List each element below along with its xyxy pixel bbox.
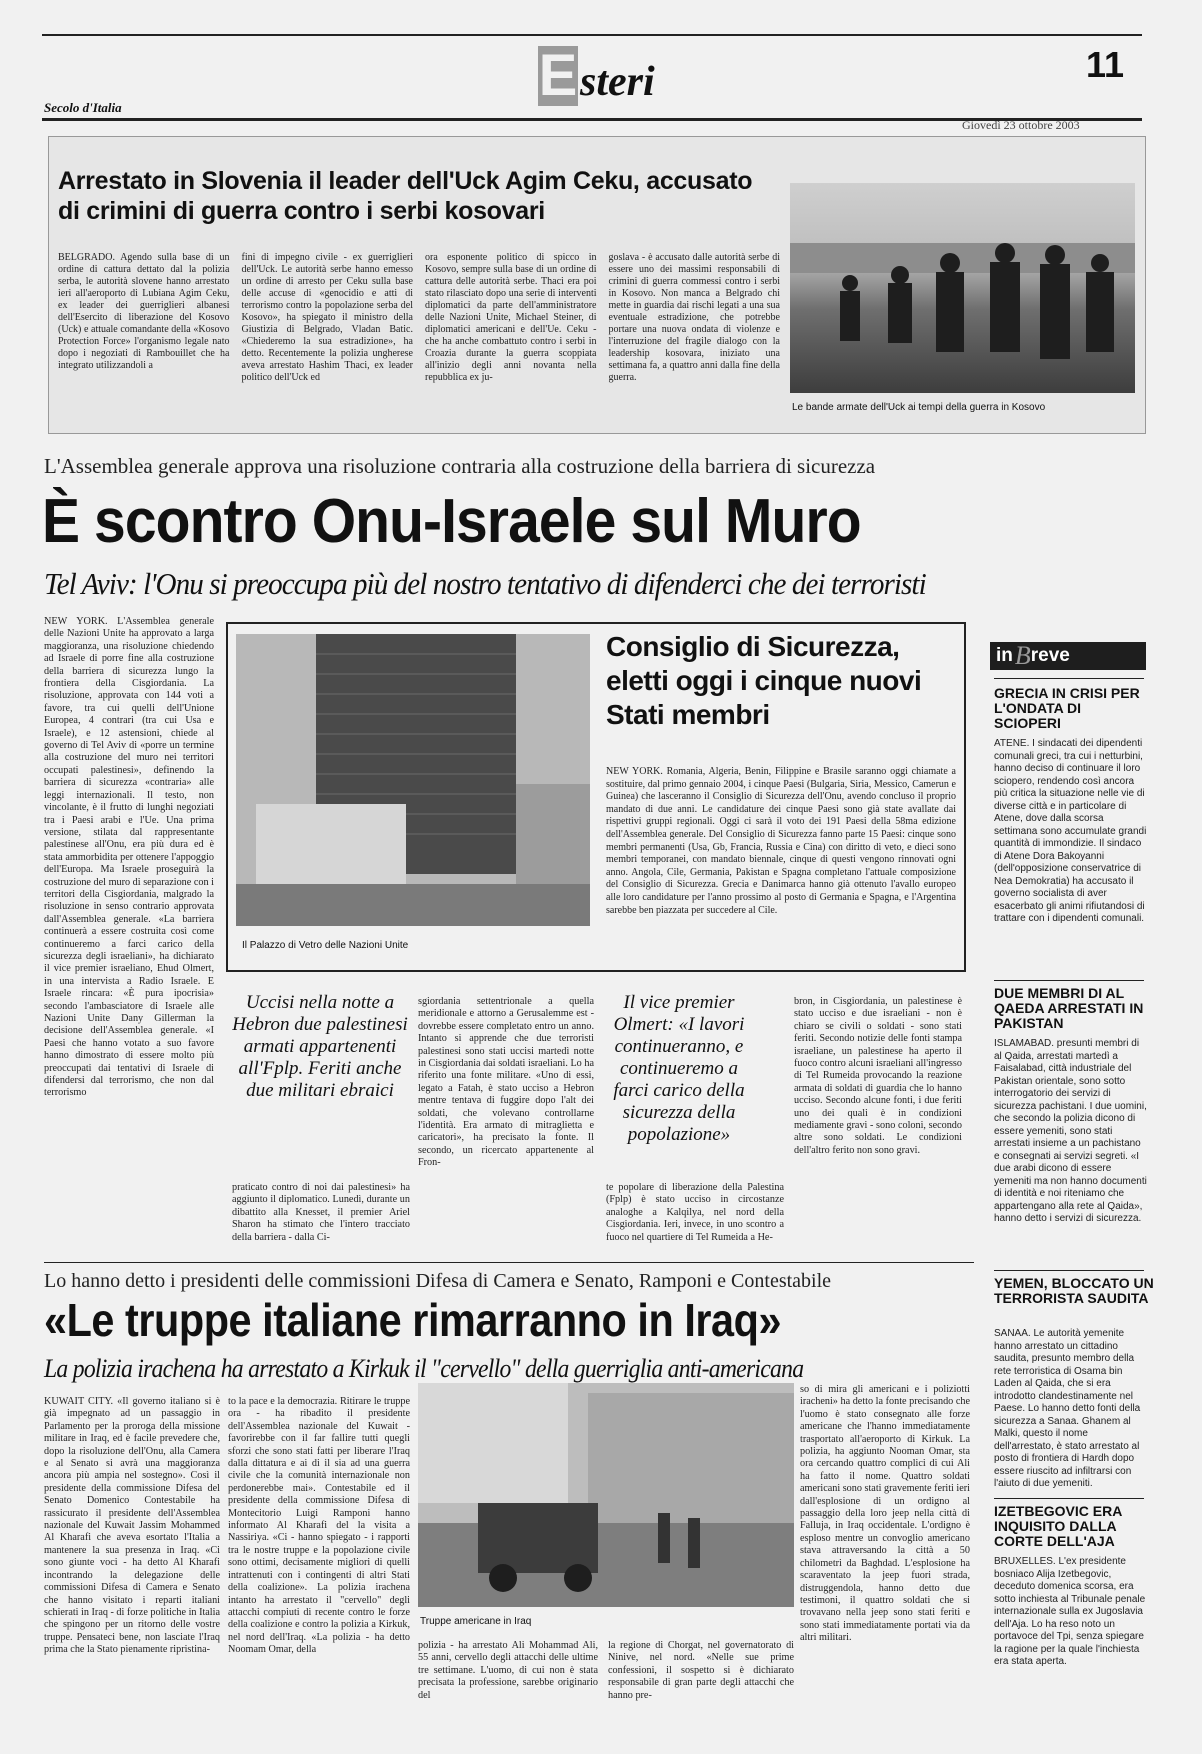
brief4-text: BRUXELLES. L'ex presidente bosniaco Alija Izetbegovic, deceduto domenica scorsa, era sotto inchiesta al Tribunale penale internazionale sulla ex Jugoslavia dell'Aja. Lo ha reso noto un portavoce del Tpi, senza spiegare la ragione per la quale l'inchiesta era stata aperta.	[994, 1556, 1146, 1667]
story3-col-5: so di mira gli americani e i poliziotti iracheni» ha detto la fonte precisando che l'uomo è stato consegnato alle forze americane che l'hanno immediatamente trasportato all'aeroporto di Kirkuk. La polizia, ha aggiunto Nooman Omar, sta ora cercando quattro complici di cui Ali ha fatto il nome. Quattro soldati americani sono stati gravemente feriti ieri dall'esplosione di un ordigno al passaggio della loro jeep nella città di Falluja, in Iraq occidentale. L'ordigno è esploso mentre un convoglio americano stava attraversando la città a 50 chilometri da Baghdad. L'esplosione ha scaraventato la jeep fuori strada, distruggendola, hanno detto due testimoni, il quattro soldati che si trovavano nella jeep sono stati feriti e sono stati immediatamente portati via da altri militari.	[800, 1384, 971, 1644]
un-photo-caption: Il Palazzo di Vetro delle Nazioni Unite	[242, 940, 409, 951]
story1-headline: Arrestato in Slovenia il leader dell'Uck Agim Ceku, accusato di crimini di guerra contro i serbi kosovari	[58, 167, 753, 225]
top-rule	[42, 34, 1142, 36]
iraq-photo	[418, 1383, 794, 1607]
brief2-text: ISLAMABAD. presunti membri di al Qaida, arrestati martedì a Faisalabad, città industriale del Pakistan orientale, sono sotto interrogatorio dei servizi di sicurezza pachistani. I due uomini, che secondo la polizia dicono di essere yemeniti, sono stati arrestati insieme a un pachistano e consegnati ai servizi segreti. «I due arabi dicono di essere yemeniti ma non hanno documenti di identità e noi riteniamo che appartengano alla rete al Qaida», hanno detto i servizi di sicurezza.	[994, 1038, 1147, 1224]
breve-logo-b: B	[1014, 641, 1031, 670]
brief4-title: IZETBEGOVIC ERA INQUISITO DALLA CORTE DELL'AJA	[994, 1503, 1122, 1549]
story1-col-1: BELGRADO. Agendo sulla base di un ordine di cattura dettato dal la polizia serba, le autorità slovene hanno arrestato ieri all'aeroporto di Lubiana Agim Ceku, ex leader dei guerriglieri albanesi dell'Esercito di liberazione del Kosovo (Uck) e attuale comandante della «Kosovo Protection Force» l'organismo legale nato dopo i negoziati di Rambouillet che ha integrato utilizzandoli a	[58, 252, 230, 371]
brief2-rule	[994, 980, 1144, 981]
story1-col-4: goslava - è accusato dalle autorità serbe di essere uno dei massimi responsabili di crimini di guerra commessi contro i serbi in Kosovo. Non manca a Belgrado chi mette in guardia dai rischi legati a una sua eventuale estradizione, che potrebbe portare una nuova ondata di violenze e l'interruzione del fragile dialogo con la leadership kosovara, iniziato una settimana fa, a quattro anni dalla fine della guerra.	[608, 252, 780, 383]
soldiers-image	[790, 183, 1135, 393]
story1-columns	[58, 252, 780, 414]
brief1-rule	[994, 678, 1144, 679]
story3-col-2: to la pace e la democrazia. Ritirare le truppe ora - ha ribadito il presidente dell'Assemblea nazionale del Kuwait - favorirebbe con il far fallire tutti quegli sforzi che sono stati fatti per liberare l'Iraq dalla dittatura e ai di il sia ad una guerra civile che la comunità internazionale non perdonerebbe mai». Contestabile ed il presidente della commissione Difesa di Montecitorio Luigi Ramponi hanno informato Al Kharafi del la visita a Nassiriya. «Ci - hanno spiegato - i rapporti tra le nostre truppe e la popolazione civile sono ottimi, decisamente migliori di quelli intrattenuti con i contingenti di altri Stati della coalizione». La polizia irachena intanto ha arrestato il "cervello" degli attacchi compiuti di recente contro le forze della coalizione e contro la polizia a Kirkuk, nel nord dell'Iraq. «La polizia - ha detto Noomam Omar, della	[228, 1396, 410, 1656]
issue-date: Giovedì 23 ottobre 2003	[962, 118, 1080, 132]
breve-logo-rest: reve	[1030, 645, 1070, 666]
section-rest: steri	[580, 59, 655, 105]
un-building-photo	[236, 634, 590, 926]
story3-headline: «Le truppe italiane rimarranno in Iraq»	[44, 1294, 782, 1346]
story2-subhead: Tel Aviv: l'Onu si preoccupa più del nostro tentativo di difenderci che dei terroristi	[44, 566, 926, 601]
story2-col-under-quote1: praticato contro di noi dai palestinesi» ha aggiunto il diplomatico. Lunedì, durante un dibattito alla Knesset, il premier Ariel Sharon ha stimato che l'intero tracciato della barriera - dalla Ci-	[232, 1182, 410, 1243]
story3-col-1: KUWAIT CITY. «Il governo italiano si è già impegnato ad un passaggio in Parlamento per la proroga della missione militare in Iraq, ed è facile prevedere che, dopo la risoluzione dell'Onu, alla Camera e al Senato si avrà una maggioranza ancora più ampia nel sostegno». Così il presidente della commissione Difesa del Senato Domenico Contestabile ha rassicurato il presidente dell'Assemblea nazionale del Kuwait Jassim Mohammed Al Kharafi che aveva esortato l'Italia a mantenere la sua presenza in Iraq. «Ci sono giunte voci - ha detto Al Kharafi incontrando la delegazione delle commissioni Difesa di Camera e Senato che hanno visitato i reparti italiani schierati in Iraq - di forze politiche in Italia che spingono per un ritorno delle vostre truppe. Pensateci bene, non lasciate l'Iraq prima che la Stato pienamente ripristina-	[44, 1396, 220, 1656]
page-number: 11	[1086, 44, 1125, 85]
brief3-rule	[994, 1270, 1144, 1271]
iraq-photo-caption: Truppe americane in Iraq	[420, 1616, 532, 1627]
story3-top-rule	[44, 1262, 974, 1263]
breve-logo-in: in	[996, 645, 1013, 666]
sidebox-text: NEW YORK. Romania, Algeria, Benin, Filippine e Brasile saranno oggi chiamate a sostituire, dal primo gennaio 2004, i cinque Paesi (Bulgaria, Siria, Messico, Camerun e Guinea) che lasceranno il Consiglio di Sicurezza dell'Onu, avendo concluso il proprio mandato di due anni. Le candidature dei cinque Paesi sono già state avallate dai rispettivi gruppi regionali. Oggi ci sarà il voto dei 191 Paesi della 58ma edizione dell'Assemblea generale. Del Consiglio di Sicurezza fanno parte 15 Paesi: cinque sono membri permanenti (Usa, Gb, Francia, Russia e Cina) con diritto di veto, e dieci sono membri temporanei, con mandato biennale, cinque di questi vengono rinnovati ogni anno. Angola, Cile, Germania, Pakistan e Spagna completano l'attuale composizione del Consiglio di Sicurezza. Grecia e Danimarca hanno già ottenuto l'avallo europeo alle loro candidature per l'anno prossimo al posto di Germania e Spagna, e l'Argentina sarebbe ben piazzata per succedere al Cile.	[606, 766, 956, 916]
story2-col-under-quote2: te popolare di liberazione della Palestina (Fplp) è stato ucciso in circostanze analoghe a Kalqilya, nel nord della Cisgiordania. Ieri, invece, in uno scontro a fuoco nel quartiere di Tel Rumeida a He-	[606, 1182, 784, 1243]
story3-col-3: polizia - ha arrestato Ali Mohammad Ali, 55 anni, cervello degli attacchi delle ultime tre settimane. L'uomo, di cui non è stata precisata la professione, sarebbe originario del	[418, 1640, 598, 1701]
brief1-text: ATENE. I sindacati dei dipendenti comunali greci, tra cui i netturbini, hanno deciso di continuare il loro sciopero, rendendo così ancora più critica la situazione nelle vie di diverse città e in particolare di Atene, dove dalla scorsa settimana sono accumulate grandi quantità di immondizie. Il sindaco di Atene Dora Bakoyanni (dell'opposizione conservatrice di Nea Demokratia) ha accusato il governo socialista di aver esacerbato gli animi rifiutandosi di trattare con i dipendenti comunali.	[994, 738, 1147, 924]
section-initial: E	[538, 43, 578, 108]
in-breve-logo	[990, 642, 1146, 670]
sidebox-headline: Consiglio di Sicurezza, eletti oggi i cinque nuovi Stati membri	[606, 631, 922, 730]
story1-caption: Le bande armate dell'Uck ai tempi della guerra in Kosovo	[792, 402, 1046, 413]
story3-subhead: La polizia irachena ha arrestato a Kirkuk il "cervello" della guerriglia anti-americana	[44, 1354, 804, 1383]
brief2-title: DUE MEMBRI DI AL QAEDA ARRESTATI IN PAKISTAN	[994, 985, 1144, 1031]
story2-col-mid: sgiordania settentrionale a quella meridionale e attorno a Gerusalemme est - dovrebbe essere completato entro un anno. Intanto si apprende che due terroristi palestinesi sono stati uccisi martedì notte in Cisgiordania dai soldati israeliani. Lo ha riferito una fonte militare. «Uno di essi, legato a Fatah, è stato ucciso a Hebron mentre tentava di fuggire dopo l'alt dei soldati, che volevano controllarne l'identità. Era armato di mitraglietta e caricatori», ha precisato la fonte. Il secondo, un ricercato appartenente al Fron-	[418, 996, 594, 1169]
story1-col-3: ora esponente politico di spicco in Kosovo, sempre sulla base di un ordine di cattura delle autorità serbe. Thaci era poi stato rilasciato dopo una serie di interventi diplomatici da parte dell'amministratore delle Nazioni Unite, Michael Steiner, di diplomatici americani e dell'Ue. Ceku - che ha anche combattuto contro i serbi in Croazia durante la guerra scoppiata all'inizio degli anni novanta nella repubblica ex ju-	[425, 252, 597, 383]
quote-olmert: Il vice premier Olmert: «I lavori continueranno, e continueremo a farci carico della sicurezza della popolazione»	[613, 992, 745, 1145]
brief1-title: GRECIA IN CRISI PER L'ONDATA DI SCIOPERI	[994, 685, 1140, 731]
iraq-troops-image	[418, 1383, 794, 1607]
paper-name: Secolo d'Italia	[44, 100, 122, 115]
story3-kicker: Lo hanno detto i presidenti delle commissioni Difesa di Camera e Senato, Ramponi e Contestabile	[44, 1270, 832, 1292]
story2-kicker: L'Assemblea generale approva una risoluzione contraria alla costruzione della barriera di sicurezza	[44, 454, 876, 478]
story2-col-right: bron, in Cisgiordania, un palestinese è stato ucciso e due israeliani - non è chiaro se civili o soldati - sono stati feriti. Secondo notizie delle fonti stampa israeliane, un palestinese ha aperto il fuoco contro alcuni israeliani all'ingresso di Tel Rumeida provocando la reazione armata di soldati di guardia che lo hanno ucciso. Secondo alcune fonti, i due feriti uno dei quali è in condizioni mediamente gravi - sono coloni, secondo altre sono soldati. Le condizioni dell'altro ferito non sono gravi.	[794, 996, 962, 1156]
un-building-image	[236, 634, 590, 926]
quote-hebron: Uccisi nella notte a Hebron due palestinesi armati appartenenti all'Fplp. Feriti anche due militari ebraici	[232, 992, 408, 1101]
story1-col-2: fini di impegno civile - ex guerriglieri dell'Uck. Le autorità serbe hanno emesso un ordine di arresto per Ceku sulla base delle accuse di «genocidio e atti di terrorismo contro la popolazione serba del Kosovo», ha spiegato il ministro della Giustizia di Belgrado, Vladan Batic. «Chiederemo la sua estradizione», ha detto. Recentemente la polizia ungherese aveva arrestato Hashim Thaci, ex leader politico dell'Uck ed	[241, 252, 413, 383]
story2-left-column: NEW YORK. L'Assemblea generale delle Nazioni Unite ha approvato a larga maggioranza, una risoluzione chiedendo ad Israele di porre fine alla costruzione della barriera di sicurezza lungo la frontiera della Cisgiordania. La risoluzione, approvata con 144 voti a favore, tra cui quelli dell'Unione Europea, 4 contrari (tra cui Usa e Israele), e 12 astensioni, chiede al governo di Tel Aviv di «porre un termine alla costruzione del muro nei territori occupati palestinesi», definendo la barriera di sicurezza «contraria» alle leggi internazionali. Il testo, non vincolante, è il frutto di lunghi negoziati tra i Paesi arabi e l'Ue. Una prima versione, stilata dal rappresentante palestinese all'Onu, era più dura ed è stata ammorbidita per ottenere l'appoggio dell'Europa. Ma Israele proseguirà la costruzione del muro di separazione con i territori della Cisgiordania, malgrado la risoluzione in senso contrario approvata dall'Assemblea generale. «La barriera continuerà a essere costruita così come continueremo a farci carico della sicurezza degli israeliani», ha dichiarato il vice premier israeliano, Ehud Olmert, in una intervista a Radio Israele. E Israele rincara: «È pura ipocrisia» secondo l'ambasciatore di Israele alle Nazioni Unite Dany Gillerman la decisione dell'Assemblea generale. «I Paesi che hanno votato a suo favore hanno dimostrato di essere molto più preoccupati dai tentativi di Israele di difendersi dal terrorismo, che non dal terrorismo	[44, 616, 214, 1099]
brief3-title: YEMEN, BLOCCATO UN TERRORISTA SAUDITA	[994, 1275, 1154, 1306]
section-title	[538, 42, 655, 106]
brief4-rule	[994, 1498, 1144, 1499]
kosovo-photo	[790, 183, 1135, 393]
brief3-text: SANAA. Le autorità yemenite hanno arrestato un cittadino saudita, presunto membro della rete terroristica di Osama bin Laden al Qaida, che si era introdotto clandestinamente nel Paese. Lo hanno detto fonti della sicurezza a Sanaa. Ghanem al Malki, questo il nome dell'arrestato, è stato arrestato al posto di frontiera di Hardh dopo essere riuscito ad infiltrarsi con l'aiuto di due yemeniti.	[994, 1328, 1141, 1489]
story2-headline: È scontro Onu-Israele sul Muro	[42, 487, 861, 556]
story3-col-4: la regione di Chorgat, nel governatorato di Ninive, nel nord. «Nelle sue prime confessioni, il sospetto si è dichiarato responsabile di gran parte degli attacchi che hanno pre-	[608, 1640, 794, 1701]
